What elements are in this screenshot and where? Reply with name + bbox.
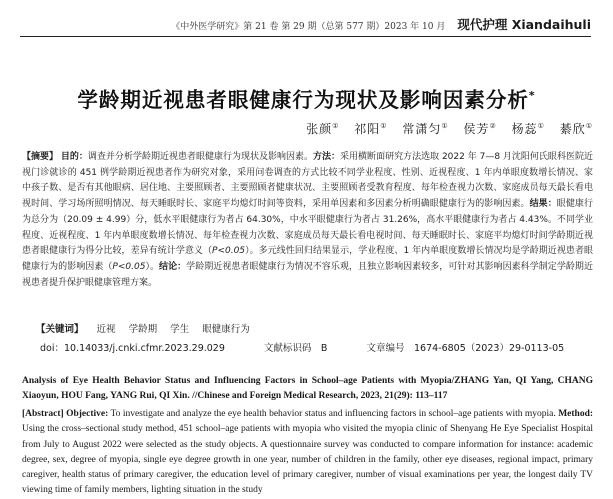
article-title-text: 学龄期近视患者眼健康行为现状及影响因素分析 [77,88,529,112]
section-tag: 现代护理 Xiandaihuli [457,17,591,32]
result-label: 结果： [529,199,557,210]
keywords-cn [36,321,250,335]
objective-en-text: To investigate and analyze the eye health behavior status and influencing factors in school–age patients with myopia. [110,409,556,419]
conclusion-label: 结论： [159,261,187,272]
abstract-label: 【摘要】 [22,152,59,162]
title-footnote-mark: * [528,89,536,103]
abstract-en [22,407,593,499]
article-number: 文章编号 1674-6805（2023）29-0113-05 [366,343,565,354]
keyword: 近视 [96,324,116,335]
author: 祁阳① [354,122,388,136]
document-code: 文献标识码 B [263,343,328,354]
author-list [296,120,593,137]
author: 张颜① [306,122,340,136]
result-text: ）。 [145,261,160,272]
article-meta [40,340,593,354]
author: 杨蕊① [511,122,545,136]
author: 常潇匀① [402,122,449,136]
keyword: 学生 [170,324,190,335]
p-value: P<0.05 [212,246,246,257]
method-en-text: Using the cross–sectional study method, 451 school–age patients with myopia who visited the myopia clinic of Shenyang He Eye Specialist Hospital from July to August 2022 were selected as the study objects. A questionnaire survey was conducted to compare information for instance: academic degree, sex, degree of myopia, single eye degree growth in one year, number of children in the family, other eye diseases, regional impact, primary caregiver, health status of primary caregiver, the education level of primary caregiver, number of visual examinations per year, the longest daily TV viewing time of family members, lighting situation in the study [22,424,593,496]
abstract-cn [22,150,593,291]
journal-info: 《中外医学研究》第 21 卷 第 29 期（总第 577 期）2023 年 10 月 [171,22,446,32]
article-title [0,83,613,113]
objective-label: 目的： [60,152,88,162]
objective-text: 调查并分析学龄期近视患者眼健康行为现状及影响因素。 [87,152,314,162]
page-header [20,6,591,37]
result-text: ）。多元线性回归结果显示，学业程度、1 年内单眼度数增长情况均是学龄期近视患者眼健康行为的影响因素（ [22,246,593,272]
method-en-label: Method: [558,409,594,419]
method-label: 方法： [313,152,341,162]
result-text: 眼健康行为总分为（20.09 ± 4.99）分，低水平眼健康行为者占 64.30%，中水平眼健康行为者占 31.26%，高水平眼健康行为者占 4.43%。不同学业程度、近视程度、1 年内单眼度数增长情况、每年检查视力次数、家庭成员每天最长看电视时间、每天睡眠时长、家庭平均熄灯时间学龄期近视患者眼健康行为得分比较，差异有统计学意义（ [22,199,593,257]
abstract-en-label: [Abstract] [22,409,64,419]
keyword: 眼健康行为 [202,324,250,335]
english-title: Analysis of Eye Health Behavior Status and Influencing Factors in School–age Patients with Myopia/ZHANG Yan, QI Yang, CHANG Xiaoyun, HOU Fang, YANG Rui, QI Xin. //Chinese and Foreign Medical Research, 2023, 21(29): 113–117 [22,376,593,401]
author: 侯芳② [463,122,497,136]
method-text: 采用横断面研究方法选取 2022 年 7—8 月沈阳何氏眼科医院近视门诊就诊的 451 例学龄期近视患者作为研究对象，采用问卷调查的方式比较不同学业程度、性别、近视程度、1 年内单眼度数增长情况、家中孩子数、是否有其他眼病、居住地、主要照顾者、主要照顾者健康状况、主要照顾者受教育程度、每年检查视力次数、家庭成员每天最长看电视时间、学习场所照明情况、每天睡眠时长、家庭平均熄灯时间等资料，采用单因素和多因素分析明确眼健康行为的影响因素。 [22,152,593,210]
doi: doi：10.14033/j.cnki.cfmr.2023.29.029 [40,343,225,354]
keywords-label: 【关键词】 [36,324,84,335]
p-value: P<0.05 [112,261,146,272]
author: 綦欣① [559,122,593,136]
conclusion-text: 学龄期近视患者眼健康行为情况不容乐观，且独立影响因素较多，可针对其影响因素科学制定学龄期近视患者提升保护眼健康管理方案。 [22,261,593,288]
objective-en-label: Objective: [66,409,109,419]
keyword: 学龄期 [128,324,158,335]
